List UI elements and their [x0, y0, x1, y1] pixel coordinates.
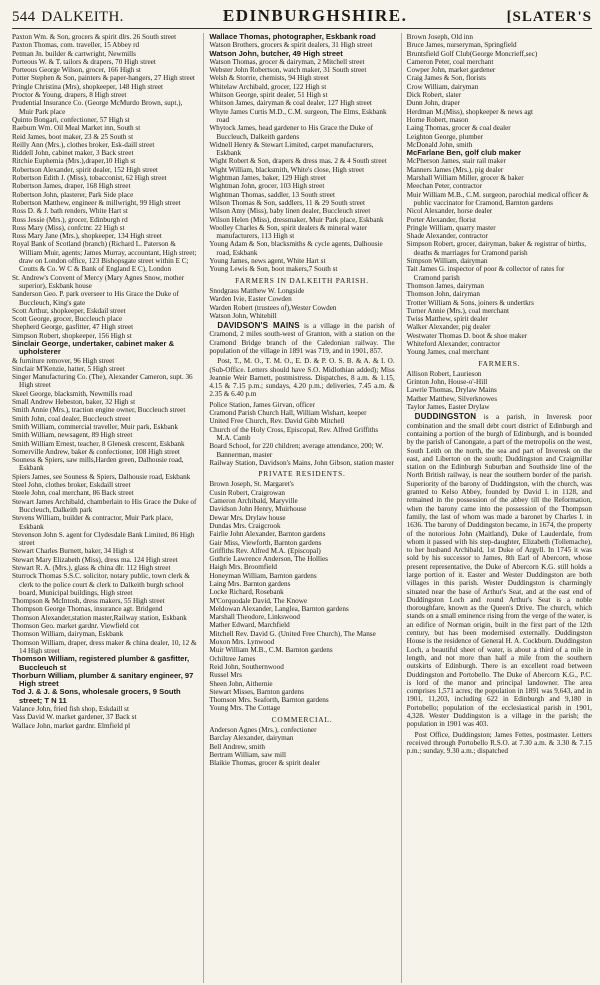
directory-entry: Paxton Thomas, com. traveller, 15 Abbey rd	[12, 41, 140, 50]
directory-entry: Potter Stephen & Son, painters & paper-hangers, 27 High street	[12, 74, 195, 83]
directory-entry: Whiteford Alexander, contractor	[406, 339, 500, 348]
directory-entry: Davidson John Henry, Muirhouse	[209, 505, 307, 514]
directory-entry: Grinton John, House-o'-Hill	[406, 378, 488, 387]
directory-entry: Proctor & Young, drapers, 8 High street	[12, 91, 127, 100]
directory-entry: Porteous George Wilson, grocer, 166 High st	[12, 66, 141, 75]
directory-entry: Allison Robert, Laurieson	[406, 369, 482, 378]
directory-entry: Thomson John, dairyman	[406, 290, 480, 299]
page-number: 544	[12, 9, 36, 25]
directory-entry: Thorburn William, plumber & sanitary engineer, 97 High street	[12, 670, 194, 689]
directory-entry: Anderson Agnes (Mrs.), confectioner	[209, 726, 317, 735]
directory-entry: Wilson Thomas & Son, saddlers, 11 & 29 South street	[209, 198, 365, 207]
directory-entry: Pringle William, quarry master	[406, 223, 496, 232]
directory-entry: Reid John, Southernwood	[209, 662, 284, 671]
directory-entry: Somerville Andrew, baker & confectioner, 108 High street	[12, 447, 180, 456]
column-3	[401, 33, 592, 983]
description-text: is a village in the parish of Cramond, 2 miles south-west of Granton, with a station on the Cramond Bridge branch of the Caledonian railway. The population of the village in 1891 was 719, and in 1901, 857.	[209, 322, 395, 355]
place-description	[209, 357, 394, 398]
directory-entry: Watson John, butcher, 49 High street	[209, 48, 343, 58]
directory-entry: Bertram William, saw mill	[209, 750, 286, 759]
directory-entry: Marshall William Miller, grocer & baker	[406, 174, 524, 183]
directory-entry: Wight William, blacksmith, White's close, High street	[209, 165, 365, 174]
directory-entry: Wilson Amy (Miss), baby linen dealer, Buccleuch street	[209, 207, 371, 216]
directory-entry: Sinclair M'Kenzie, hatter, 5 High street	[12, 364, 125, 373]
directory-entry: Russel Mrs	[209, 671, 242, 680]
directory-entry: Welsh & Storrie, chemists, 94 High street	[209, 74, 329, 83]
directory-entry: Thomson William, registered plumber & gasfitter, Buccleuch st	[12, 654, 190, 672]
directory-entry: Steele John, coal merchant, 86 Back street	[12, 489, 134, 498]
directory-entry: Cowper John, market gardener	[406, 66, 496, 75]
directory-entry: Ochiltree James	[209, 654, 256, 663]
directory-entry: McPherson James, stair rail maker	[406, 157, 506, 166]
directory-entry: Reid James, boot maker, 23 & 25 South st	[12, 132, 134, 141]
county-title: EDINBURGHSHIRE.	[222, 6, 408, 25]
directory-entry: Turner Annie (Mrs.), coal merchant	[406, 306, 509, 315]
directory-entry: Royal Bank of Scotland (branch) (Richard L. Paterson & William Muir, agents; James Murray, accountant, High street; draw on London office, 123 Bishopsgate street within E C; Coutts & Co. W C & Bank of England E C), London	[12, 240, 197, 274]
directory-entry: Stewart Mary Elizabeth (Miss), dress ma. 124 High street	[12, 555, 178, 564]
directory-entry: Thomson William, dairyman, Eskbank	[12, 630, 124, 639]
directory-entry: Wight Robert & Son, drapers & dress mas. 2 & 4 South street	[209, 157, 387, 166]
directory-entry: Thomson James, dairyman	[406, 281, 484, 290]
directory-entry: Smith John, coal dealer, Buccleuch street	[12, 414, 131, 423]
directory-entry: Cameron Archibald, Maryville	[209, 497, 298, 506]
directory-entry: Dick Robert, slater	[406, 91, 462, 100]
directory-entry: Spiers James, see Souness & Spiers, Dalhousie road, Eskbank	[12, 472, 191, 481]
directory-entry: McFarlane Ben, golf club maker	[406, 148, 522, 158]
directory-entry: Board School, for 220 children; average attendance, 200; W. Bannerman, master	[209, 442, 384, 459]
directory-entry: Moxon Mrs. Lynwood	[209, 638, 275, 647]
directory-entry: Whyte James Curtis M.D., C.M. surgeon, The Elms, Eskbank road	[209, 107, 387, 124]
directory-entry: Nicol Alexander, horse dealer	[406, 207, 493, 216]
directory-entry: Steel John, clothes broker, Eskdaill street	[12, 481, 131, 490]
directory-entry: Prudential Insurance Co. (George McMurdo Brown, supt.), Muir Park place	[12, 99, 183, 116]
directory-entry: Meldowan Alexander, Langlea, Barnton gardens	[209, 604, 349, 613]
directory-entry: Cameron Peter, coal merchant	[406, 57, 494, 66]
directory-entry: Whytock James, head gardener to His Grace the Duke of Buccleuch, Dalkeith gardens	[209, 124, 373, 141]
directory-entry: Haigh Mrs. Broomfield	[209, 563, 278, 572]
directory-entry: Bell Andrew, smith	[209, 742, 265, 751]
directory-entry: Thomson Geo. market gardnr. Viewfield cot	[12, 622, 139, 631]
directory-entry: Westwater Thomas D. boot & shoe maker	[406, 331, 528, 340]
directory-entry: Wightman James, baker, 129 High street	[209, 174, 326, 183]
directory-entry: Smith Annie (Mrs.), traction engine owner, Buccleuch street	[12, 406, 186, 415]
directory-entry: Tod J. & J. & Sons, wholesale grocers, 9 South street; T N 11	[12, 687, 181, 705]
page-header	[12, 6, 592, 29]
directory-entry: Whitelaw Archibald, grocer, 122 High st	[209, 82, 327, 91]
directory-entry: Wilson Helen (Miss), dressmaker, Muir Park place, Eskbank	[209, 215, 384, 224]
directory-entry: Guthrie Lawrence Anderson, The Hollies	[209, 555, 328, 564]
place-name: DALKEITH.	[41, 9, 124, 25]
directory-entry: Porter Alexander, florist	[406, 215, 477, 224]
directory-entry: Whitson James, dairyman & coal dealer, 127 High street	[209, 99, 372, 108]
directory-entry: Watson John, Whitehill	[209, 311, 277, 320]
directory-entry: Manners James (Mrs.), pig dealer	[406, 165, 504, 174]
directory-entry: Wightman John, grocer, 103 High street	[209, 182, 325, 191]
directory-entry: Mather Matthew, Silverknowes	[406, 394, 498, 403]
directory-entry: Stewart R. A. (Mrs.), glass & china dlr. 112 High street	[12, 564, 171, 572]
column-1	[12, 33, 197, 983]
directory-entry: Muir William M.B., C.M. surgeon, parochial medical officer & public vaccinator for Cramond, Barnton gardens	[406, 190, 589, 207]
directory-entry: Wallace Thomas, photographer, Eskbank road	[209, 33, 376, 41]
directory-entry: Craig James & Son, florists	[406, 74, 486, 83]
directory-entry: Ross D. & J. bath renders, White Hart st	[12, 207, 128, 216]
directory-entry: Simpson William, dairyman	[406, 257, 488, 266]
directory-entry: Stewart Misses, Barnton gardens	[209, 687, 304, 696]
directory-entry: Young James, coal merchant	[406, 348, 489, 357]
directory-entry: Church of the Holy Cross, Episcopal, Rev. Alfred Griffiths M.A. Camb	[209, 425, 379, 442]
place-name-lead: DAVIDSON'S MAINS	[217, 321, 300, 331]
directory-entry: Mitchell Rev. David G. (United Free Church), The Manse	[209, 629, 376, 638]
directory-entry: Locke Richard, Rosebank	[209, 588, 284, 597]
directory-entry: Sinclair George, undertaker, cabinet maker & upholsterer	[12, 338, 175, 357]
directory-entry: Skeel George, blacksmith, Newmills road	[12, 389, 133, 398]
directory-entry: McDonald John, smith	[406, 140, 473, 149]
directory-entry: Wallace John, market gardnr. Elmfield pl	[12, 721, 131, 730]
publisher-name: [SLATER'S	[506, 9, 592, 25]
directory-entry: Smith William, commercial traveller, Muir park, Eskbank	[12, 422, 178, 431]
directory-entry: Young Lewis & Son, boot makers,7 South st	[209, 265, 338, 274]
directory-entry: Riddell John, cabinet maker, 3 Back street	[12, 149, 134, 158]
section-heading: PRIVATE RESIDENTS.	[258, 469, 346, 479]
directory-entry: Railway Station, Davidson's Mains, John Gibson, station master	[209, 458, 394, 467]
directory-entry: Young James, news agent, White Hart st	[209, 257, 326, 266]
directory-entry: Horne Robert, mason	[406, 115, 469, 124]
directory-entry: Bruntsfield Golf Club(George Moncrieff,sec)	[406, 49, 538, 58]
directory-entry: Warden Robert (trustees of),Wester Cowden	[209, 303, 337, 312]
directory-entry: Robertson Matthew, engineer & millwright, 99 High street	[12, 198, 181, 207]
directory-entry: Bruce James, nurseryman, Springfield	[406, 41, 517, 50]
directory-entry: Police Station, James Girvan, officer	[209, 400, 315, 409]
directory-entry: Small Andrew Hebeston, baker, 32 High st	[12, 398, 136, 407]
directory-entry: Tait James G. inspector of poor & collector of rates for Cramond parish	[406, 265, 565, 282]
directory-entry: Brown Joseph, St. Margaret's	[209, 480, 294, 489]
directory-entry: Widnell Henry & Stewart Limited, carpet manufacturers, Eskbank	[209, 140, 374, 158]
directory-entry: St. Andrew's Convent of Mercy (Mary Agnes Snow, mother superior), Eskbank house	[12, 273, 185, 290]
directory-entry: Ross Jessie (Mrs.), grocer, Edinburgh rd	[12, 215, 128, 224]
directory-entry: Meechan Peter, contractor	[406, 182, 482, 191]
directory-entry: Muir William M.B., C.M. Barnton gardens	[209, 646, 333, 655]
directory-entry: Honeyman William, Barnton gardens	[209, 571, 317, 580]
directory-entry: Young Adam & Son, blacksmiths & cycle agents, Dalhousie road, Eskbank	[209, 240, 383, 257]
directory-entry: Dundas Mrs. Craigcrook	[209, 521, 281, 530]
directory-entry: Leighton George, plumber	[406, 132, 483, 141]
directory-entry: Cramond Parish Church Hall, William Wishart, keeper	[209, 409, 367, 418]
directory-entry: Cusin Robert, Craigrowan	[209, 488, 285, 497]
directory-entry: Wightman Thomas, saddler, 13 South street	[209, 190, 335, 199]
directory-entry: Griffiths Rev. Alfred M.A. (Episcopal)	[209, 546, 321, 555]
directory-entry: Stevens William, builder & contractor, Muir Park place, Eskbank	[12, 514, 173, 531]
directory-entry: Blaikie Thomas, grocer & spirit dealer	[209, 759, 321, 768]
directory-entry: Scott Arthur, shopkeeper, Eskdail street	[12, 306, 126, 315]
directory-entry: Walker Alexander, pig dealer	[406, 323, 491, 332]
description-text: is a parish, in Inveresk poor combination and the small debt court district of Edinburgh and containing a portion of the burgh of Edinburgh, and is bounded by the parish of Canongate, a part of the metropolis on the west, South Leith on the north, the sea and part of Inveresk on the east, and Liberton on the south; Duddingston and Craigmillar station on the Edinburgh Suburban and Southside line of the North British railway, is near the southern border of the parish. Superiority of the barony of Duddingston, with the church, was granted to Kelso Abbey, founded by David I. in 1128, and remained in the possession of the abbey till the Reformation, when the barony came into the possession of the Thompson family, the last of whom was made a baronet by Charles I. in 1636. The barony of Duddingston became, in 1674, the property of the notorious John (Maitland), Duke of Lauderdale, from whom it passed with his step-daughter, Elizabeth (Tollemache), to her husband Archibald, 1st Duke of Argyll. In 1745 it was sold by his successor to James, 8th Earl of Abercorn, whose present representative, the Duke of Abercorn K.G. still holds a large portion of it. Easter and Wester Duddingston are both villages in this parish. Wester Duddingston is charmingly situated near the base of Arthur's Seat, and at the east end of Duddingston Loch and round Arthur's Seat is a noble thoroughfare, known as the Queen's Drive. The church, which stands on a small eminence rising from the verge of the water, is an edifice of Norman origin, built in the first part of the 12th century, but has been modernised externally. Duddingston House is the residence of General H. A. Cockburn. Duddingston Loch, a beautiful sheet of water, is about a third of a mile in length, and not more than half a mile from the southern outskirts of Edinburgh. There is an excellent road between Duddingston and Portobello. The Duke of Abercorn K.G., P.C. is lord of the manor and principal landowner. The area comprises 1,571 acres; the population in 1891 was 9,643, and in 1901, 11,203, including 622 in Edinburgh and 9,180 in Portobello; population of the ecclesiastical parish in 1901, 4,328. Wester Duddingston is a village in the parish; the population in 1901 was 403.	[406, 413, 592, 729]
directory-entry: Porteous W. & T. tailors & drapers, 70 High street	[12, 57, 156, 66]
directory-entry: Dunn John, draper	[406, 99, 460, 108]
description-text: Post, T., M. O., T. M. O., E. D. & P. O. S. B. & A. & I. O. (Sub-Office. Letters should have S.O. Midlothian added); Miss Jeannie Weir Barnett, postmistress. Dispatches, 8 a.m. & 1.15, 4.15 & 7.15 p.m.; sundays, 4.20 p.m.; deliveries, 7.45 a.m. & 2.35 & 6.40 p.m	[209, 357, 395, 399]
directory-entry: Stevenson John S. agent for Clydesdale Bank Limited, 86 High street	[12, 530, 195, 548]
directory-entry: Robertson Alexander, spirit dealer, 152 High street	[12, 165, 158, 174]
directory-entry: Pringle Christina (Mrs), shopkeeper, 148 High street	[12, 82, 164, 91]
directory-entry: Webster John Robertson, watch maker, 31 South street	[209, 66, 367, 75]
directory-entry: Stewart James Archibald, chamberlain to His Grace the Duke of Buccleuch, Dalkeith park	[12, 497, 197, 514]
directory-entry: Young Mrs. The Cottage	[209, 704, 281, 713]
directory-entry: Valance John, fried fish shop, Eskdaill st	[12, 705, 129, 714]
place-description	[407, 731, 592, 756]
directory-entry: Snodgrass Matthew W. Longside	[209, 286, 305, 295]
directory-entry: Ross Mary (Miss), confctnr. 22 High st	[12, 223, 125, 232]
directory-entry: Thomson Alexander,station master,Railway station, Eskbank	[12, 613, 187, 622]
directory-entry: Scott George, grocer, Buccleuch place	[12, 315, 123, 324]
directory-entry: Simpson Robert, shopkeeper, 156 High st	[12, 331, 132, 340]
directory-entry: Herdman M.(Miss), shopkeeper & news agt	[406, 107, 534, 116]
directory-entry: Smith William Ernest, teacher, 8 Glenesk crescent, Eskbank	[12, 439, 185, 448]
directory-entry: Smith William, newsagent, 89 High street	[12, 431, 133, 440]
directory-entry: Robertson Edith J. (Miss), tobacconist, 62 High street	[12, 174, 167, 183]
directory-entry: Ross Mary Jane (Mrs.), shopkeeper, 134 High street	[12, 232, 162, 241]
directory-entry: Sanderson Geo. P. park overseer to His Grace the Duke of Buccleuch, King's gate	[12, 290, 179, 307]
directory-entry: Thomson Mrs. Seaforth, Barnton gardens	[209, 696, 329, 705]
directory-entry: Twiss Matthew, spirit dealer	[406, 315, 488, 324]
directory-entry: Singer Manufacturing Co. (The), Alexander Cameron, supt. 36 High street	[12, 373, 193, 390]
directory-entry: Thomson William, draper, dress maker & china dealer, 10, 12 & 14 High street	[12, 638, 197, 655]
directory-entry: Vass David W. market gardener, 37 Back st	[12, 713, 137, 722]
section-heading: FARMERS IN DALKEITH PARISH.	[235, 275, 369, 285]
directory-entry: Watson Thomas, grocer & dairyman, 2 Mitchell street	[209, 57, 365, 66]
directory-entry: Robertson John, plasterer, Park Side place	[12, 190, 134, 199]
directory-entry: Dewar Mrs. Drylaw house	[209, 513, 286, 522]
directory-entry: Fairlie John Alexander, Barnton gardens	[209, 530, 326, 539]
directory-entry: Paxton Wm. & Son, grocers & spirit dlrs. 26 South street	[12, 33, 177, 41]
directory-entry: Souness & Spiers, saw mills,Harden green, Dalhousie road, Eskbank	[12, 456, 184, 473]
directory-entry: Shade Alexander, contractor	[406, 232, 488, 241]
directory-entry: Mather Edward, Marchfield	[209, 621, 290, 630]
directory-entry: Taylor James, Easter Drylaw	[406, 403, 490, 412]
section-heading: FARMERS.	[478, 358, 521, 368]
directory-entry: Trotter William & Sons, joiners & undertkrs	[406, 298, 534, 307]
directory-entry: Marshall Theodore, Linkswood	[209, 613, 301, 622]
directory-entry: Shepherd George, gasfitter, 47 High street	[12, 323, 134, 332]
column-2	[203, 33, 394, 983]
directory-entry: & furniture remover, 96 High street	[12, 356, 115, 365]
directory-entry: M'Corquodale David, The Knowe	[209, 596, 308, 605]
directory-entry: Robertson James, draper, 168 High street	[12, 182, 131, 191]
directory-entry: Petman Jn. builder & cartwright, Newmills	[12, 49, 136, 58]
directory-entry: United Free Church, Rev. David Gibb Mitchell	[209, 417, 345, 426]
directory-entry: Sturrock Thomas S.S.C. solicitor, notary public, town clerk & clerk to the police court & clerk to Dalkeith burgh school board, Municipal buildings, High street	[12, 572, 190, 597]
directory-entry: Laing Thomas, grocer & coal dealer	[406, 124, 511, 133]
directory-entry: Raeburn Wm. Oil Meal Market inn, South st	[12, 124, 141, 133]
place-description	[209, 322, 394, 355]
directory-entry: Crow William, dairyman	[406, 82, 479, 91]
directory-entry: Warden Ivie, Easter Cowden	[209, 295, 292, 304]
directory-entry: Gair Miss, Viewforth, Barnton gardens	[209, 538, 322, 547]
directory-entry: Thompson & McIntosh, dress makers, 55 High street	[12, 597, 165, 606]
directory-entry: Woolley Charles & Son, spirit dealers & mineral water manufacturers, 113 High st	[209, 223, 368, 241]
directory-entry: Sheen John, Aithernie	[209, 679, 273, 688]
description-text: Post Office, Duddingston; James Fettes, postmaster. Letters received through Portobello R.S.O. at 7.30 a.m. & 3.30 & 7.15 p.m.; sunday, 9.30 a.m.; dispatched	[406, 730, 592, 756]
columns	[12, 33, 592, 983]
directory-entry: Ritchie Euphemia (Mrs.),draper,10 High st	[12, 157, 136, 166]
directory-entry: Whitson George, spirit dealer, 51 High st	[209, 91, 328, 100]
directory-entry: Quinto Bongari, confectioner, 57 High st	[12, 115, 130, 124]
header-left	[12, 9, 124, 26]
directory-entry: Barclay Alexander, dairyman	[209, 734, 294, 743]
directory-entry: Lawrie Thomas, Drylaw Mains	[406, 386, 497, 395]
directory-entry: Simpson Robert, grocer, dairyman, baker & registrar of births, deaths & marriages for Cramond parish	[406, 240, 587, 257]
directory-entry: Thompson George Thomas, insurance agt. Bridgend	[12, 605, 163, 614]
place-description	[407, 413, 592, 728]
directory-entry: Stewart Charles Burnett, baker, 34 High st	[12, 547, 134, 556]
directory-entry: Reilly Ann (Mrs.), clothes broker, Esk-daill street	[12, 140, 155, 149]
directory-entry: Brown Joseph, Old inn	[406, 33, 473, 41]
directory-entry: Watson Brothers, grocers & spirit dealers, 31 High street	[209, 41, 373, 50]
place-name-lead: DUDDINGSTON	[414, 412, 477, 422]
section-heading: COMMERCIAL.	[271, 714, 333, 724]
directory-entry: Laing Mrs. Barnton gardens	[209, 580, 291, 588]
